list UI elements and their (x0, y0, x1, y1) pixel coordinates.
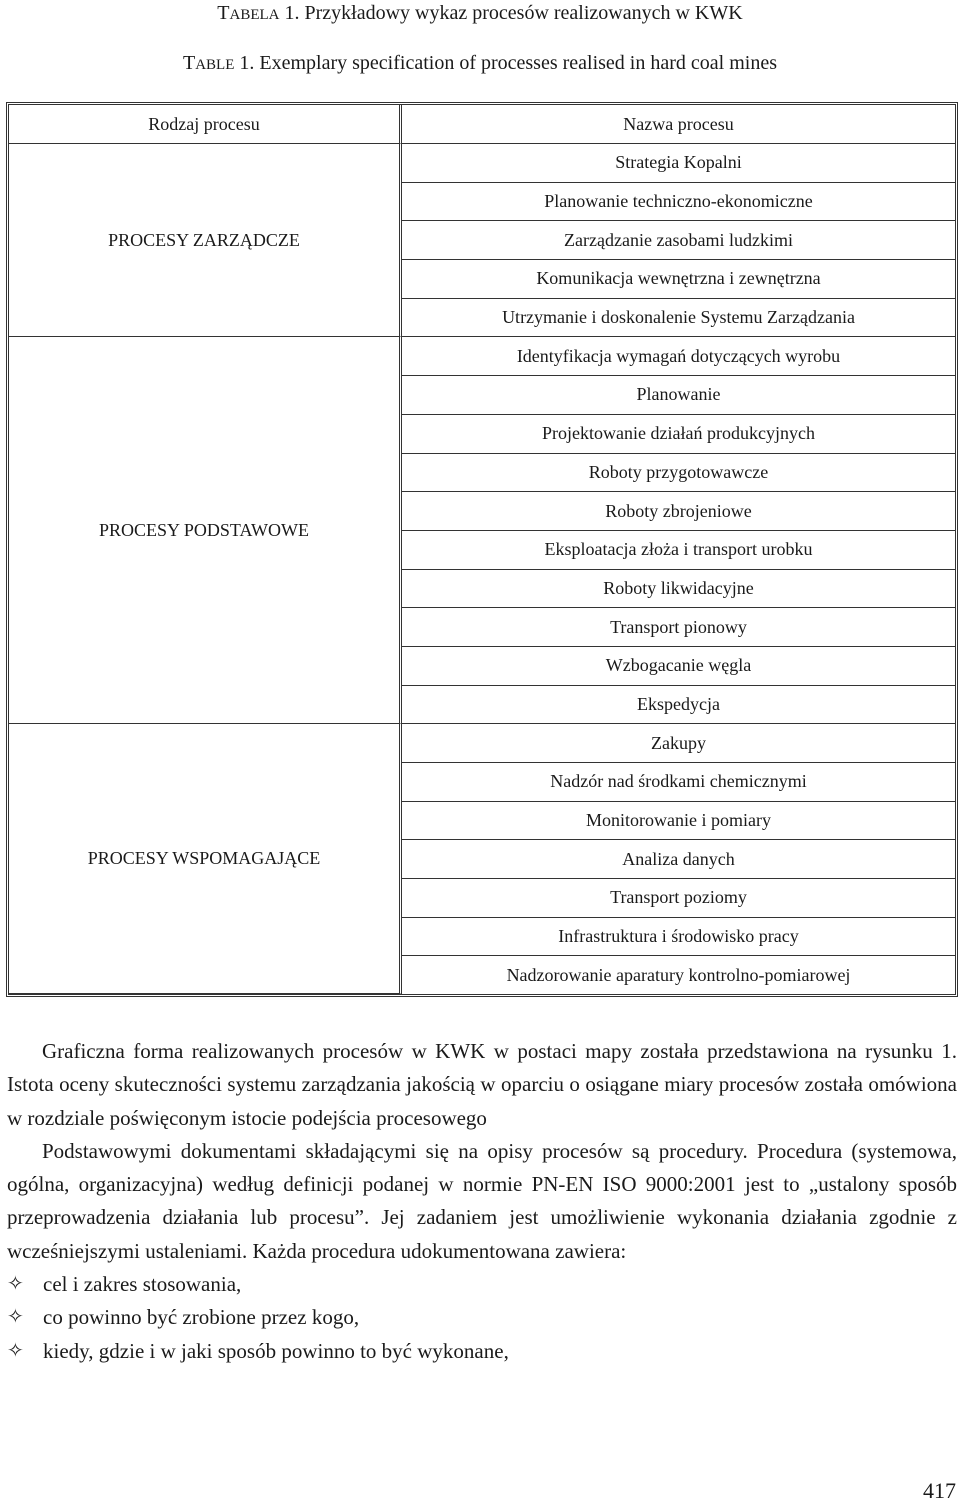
process-name-cell: Planowanie techniczno-ekonomiczne (402, 183, 955, 222)
process-name-cell: Utrzymanie i doskonalenie Systemu Zarządzania (402, 299, 955, 338)
caption-en-prefix: TABLE (183, 52, 235, 74)
process-name-cell: Monitorowanie i pomiary (402, 802, 955, 841)
list-item-text: kiedy, gdzie i w jaki sposób powinno to być wykonane, (43, 1338, 509, 1363)
process-name-cell: Zakupy (402, 724, 955, 763)
process-name-cell: Identyfikacja wymagań dotyczących wyrobu (402, 337, 955, 376)
list-item (7, 1268, 957, 1301)
process-name-cell: Zarządzanie zasobami ludzkimi (402, 221, 955, 260)
bullet-list (7, 1268, 957, 1368)
process-name-cell: Transport poziomy (402, 879, 955, 918)
four-point-star-icon: ✧ (7, 1273, 24, 1296)
table-row (9, 144, 955, 183)
process-name-cell: Transport pionowy (402, 608, 955, 647)
list-item (7, 1335, 957, 1368)
paragraph: Podstawowymi dokumentami składającymi się na opisy procesów są procedury. Procedura (systemowa, ogólna, organizacyjna) według definicji podanej w normie PN-EN ISO 9000:2001 jest to „ustalony sposób przeprowadzenia działania lub procesu”. Jej zadaniem jest umożliwienie wykonania działania zgodnie z wcześniejszymi ustaleniami. Każda procedura udokumentowana zawiera: (7, 1138, 957, 1263)
process-name-cell: Roboty likwidacyjne (402, 570, 955, 609)
process-type-cell: PROCESY WSPOMAGAJĄCE (9, 724, 402, 994)
paragraph: Graficzna forma realizowanych procesów w KWK w postaci mapy została przedstawiona na rysunku 1. Istota oceny skuteczności systemu zarządzania jakością w oparciu o osiągane miary procesów została omówiona w rozdziale poświęconym istocie podejścia procesowego (7, 1039, 957, 1130)
process-type-cell: PROCESY ZARZĄDCZE (9, 144, 402, 337)
caption-en-text: 1. Exemplary specification of processes realised in hard coal mines (234, 52, 777, 74)
process-table (6, 102, 958, 997)
process-name-cell: Strategia Kopalni (402, 144, 955, 183)
process-name-cell: Wzbogacanie węgla (402, 647, 955, 686)
four-point-star-icon: ✧ (7, 1339, 24, 1362)
process-type-cell: PROCESY PODSTAWOWE (9, 337, 402, 724)
caption-pl-prefix: TABELA (217, 2, 280, 24)
process-name-cell: Projektowanie działań produkcyjnych (402, 415, 955, 454)
process-name-cell: Eksploatacja złoża i transport urobku (402, 531, 955, 570)
list-item-text: cel i zakres stosowania, (43, 1272, 242, 1297)
body-text (7, 1035, 957, 1368)
process-name-cell: Roboty przygotowawcze (402, 454, 955, 493)
process-name-cell: Planowanie (402, 376, 955, 415)
table-caption-english (0, 52, 960, 75)
list-item (7, 1301, 957, 1334)
table-row (9, 337, 955, 376)
header-process-name: Nazwa procesu (402, 105, 955, 144)
caption-pl-text: 1. Przykładowy wykaz procesów realizowanych w KWK (279, 2, 743, 24)
table-header-row (9, 105, 955, 144)
list-item-text: co powinno być zrobione przez kogo, (43, 1305, 360, 1330)
process-name-cell: Nadzór nad środkami chemicznymi (402, 763, 955, 802)
process-name-cell: Nadzorowanie aparatury kontrolno-pomiarowej (506, 964, 851, 985)
four-point-star-icon: ✧ (7, 1306, 24, 1329)
header-process-type: Rodzaj procesu (9, 105, 402, 144)
process-name-cell: Komunikacja wewnętrzna i zewnętrzna (402, 260, 955, 299)
process-name-cell: Ekspedycja (402, 686, 955, 725)
table-caption-polish (0, 2, 960, 25)
process-name-cell: Roboty zbrojeniowe (402, 492, 955, 531)
process-name-cell: Analiza danych (402, 840, 955, 879)
page-number: 417 (923, 1478, 956, 1503)
table-row (9, 724, 955, 763)
process-name-cell: Infrastruktura i środowisko pracy (402, 918, 955, 957)
